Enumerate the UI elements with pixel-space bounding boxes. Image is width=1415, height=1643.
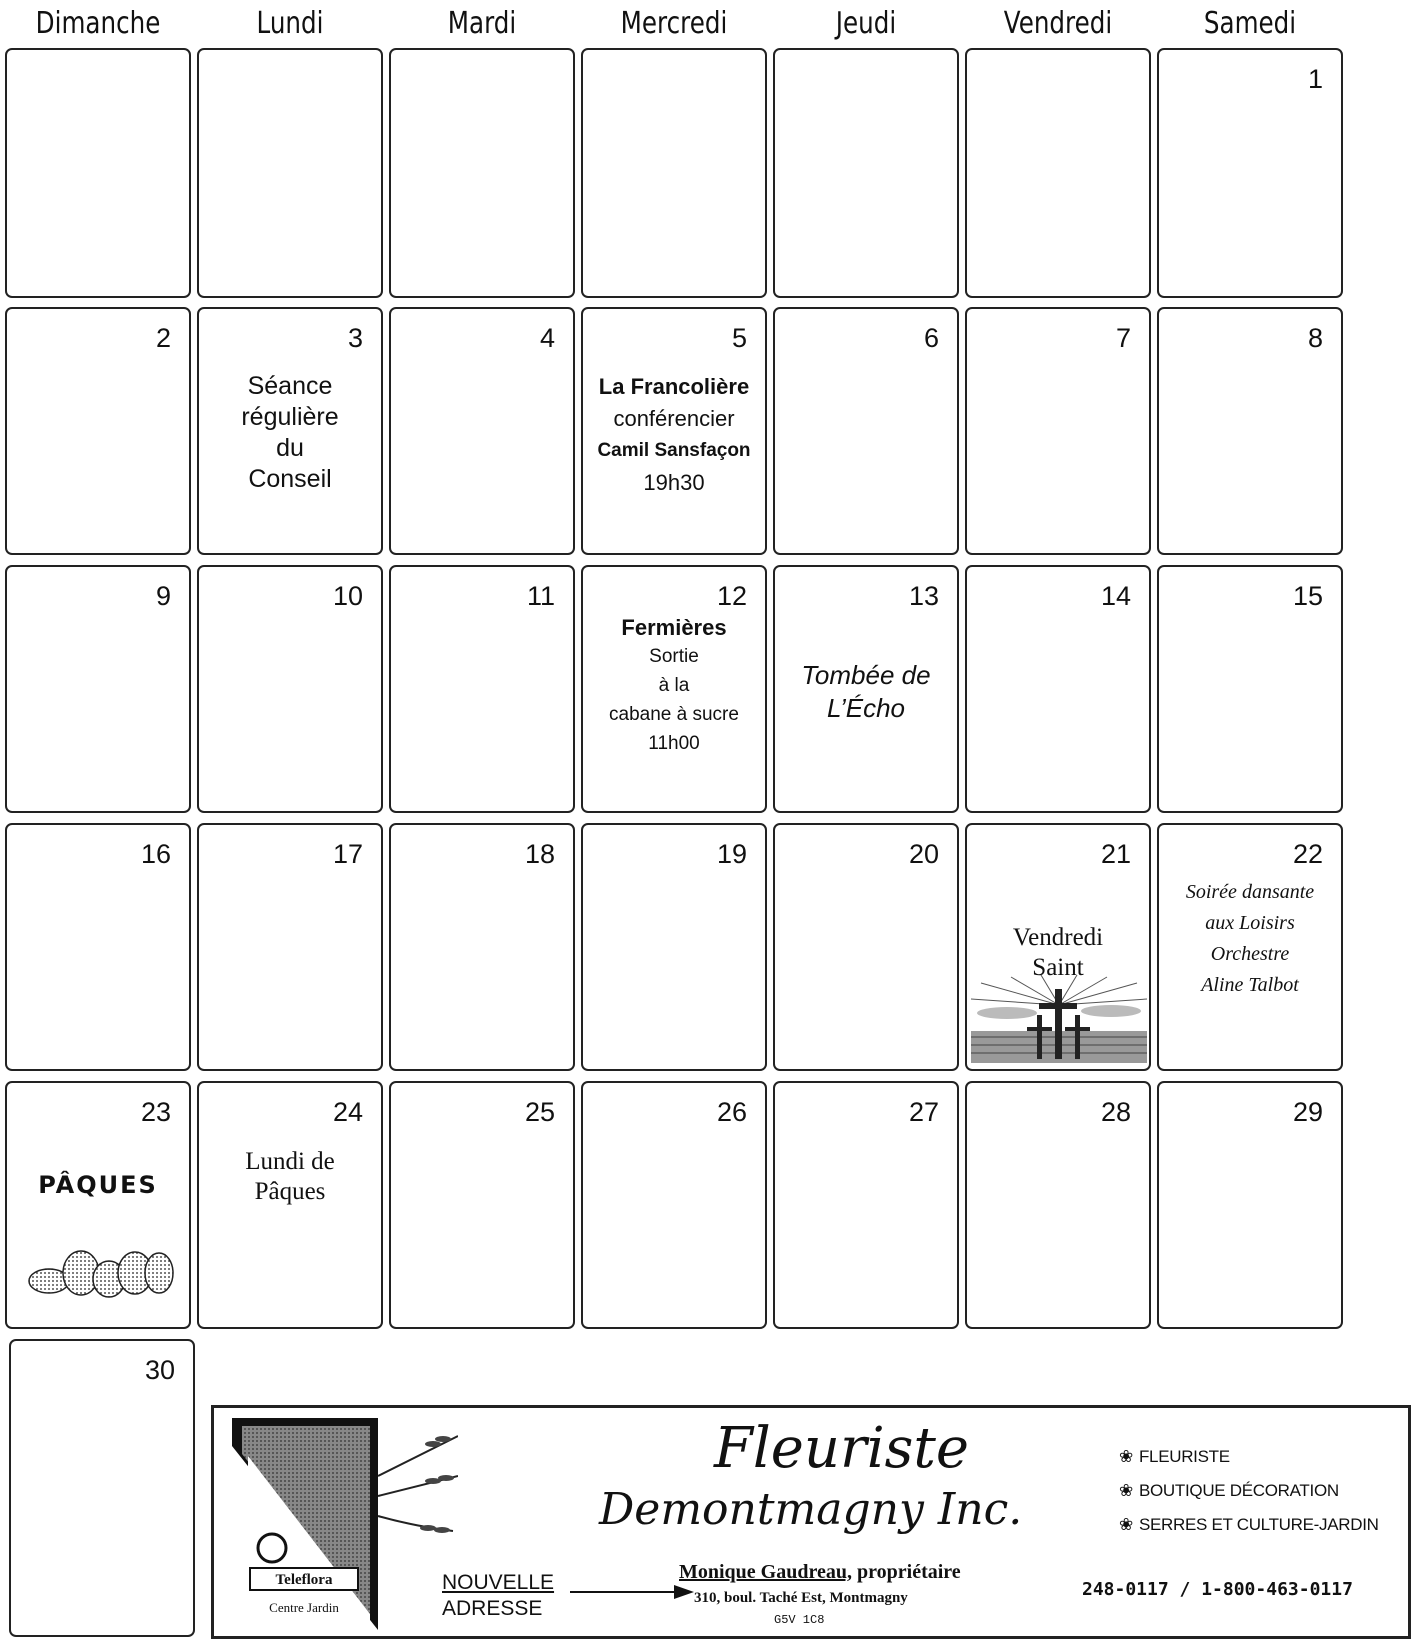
event-line: L’Écho	[826, 693, 906, 723]
event-line: Sortie	[649, 646, 699, 667]
weekday-thursday: Jeudi	[835, 6, 897, 41]
teleflora-label: Teleflora	[275, 1572, 333, 1588]
day-cell-22	[1157, 823, 1343, 1071]
day-cell-11	[389, 565, 575, 813]
day-number: 30	[144, 1355, 175, 1385]
arrow-right-icon	[570, 1584, 694, 1600]
event-paques: PÂQUES	[38, 1171, 158, 1199]
day-cell-4	[389, 307, 575, 555]
centre-jardin-label: Centre Jardin	[269, 1600, 339, 1615]
weekday-wednesday: Mercredi	[620, 6, 728, 41]
phone-numbers: 248-0117 / 1-800-463-0117	[1082, 1579, 1353, 1600]
day-cell-26	[581, 1081, 767, 1329]
empty-cell	[965, 48, 1151, 298]
day-number: 14	[1100, 581, 1131, 611]
weekday-sunday: Dimanche	[35, 6, 161, 41]
day-number: 23	[140, 1097, 171, 1127]
adresse-text: ADRESSE	[442, 1597, 543, 1620]
florist-advertisement	[211, 1405, 1411, 1639]
day-number: 27	[908, 1097, 939, 1127]
day-cell-6	[773, 307, 959, 555]
day-cell-16	[5, 823, 191, 1071]
event-title: Fermières	[621, 615, 727, 640]
empty-cell	[5, 48, 191, 298]
day-number: 5	[731, 323, 747, 353]
day-cell-29	[1157, 1081, 1343, 1329]
event-soiree-dansante	[1159, 877, 1341, 1001]
event-line: Tombée de	[801, 660, 931, 690]
weekday-saturday: Samedi	[1203, 6, 1297, 41]
day-cell-15	[1157, 565, 1343, 813]
day-number: 7	[1115, 323, 1131, 353]
day-cell-7	[965, 307, 1151, 555]
service-label: BOUTIQUE DÉCORATION	[1138, 1481, 1339, 1500]
weekday-tuesday: Mardi	[447, 6, 517, 41]
event-lundi-paques	[199, 1147, 381, 1207]
day-cell-3	[197, 307, 383, 555]
day-cell-19	[581, 823, 767, 1071]
day-number: 8	[1307, 323, 1323, 353]
day-number: 17	[332, 839, 363, 869]
empty-cell	[197, 48, 383, 298]
day-cell-9	[5, 565, 191, 813]
empty-cell	[581, 48, 767, 298]
easter-eggs-illustration	[27, 1243, 177, 1299]
florist-name-line1: Fleuriste	[714, 1416, 970, 1481]
day-number: 6	[923, 323, 939, 353]
empty-cell	[773, 48, 959, 298]
service-label: SERRES ET CULTURE-JARDIN	[1138, 1515, 1379, 1534]
postal-code: G5V 1C8	[774, 1613, 825, 1627]
day-cell-25	[389, 1081, 575, 1329]
flower-icon: ❀	[1119, 1447, 1133, 1466]
event-seance-conseil	[199, 371, 381, 495]
day-cell-17	[197, 823, 383, 1071]
day-number: 29	[1292, 1097, 1323, 1127]
event-title: La Francolière	[598, 374, 750, 399]
day-number: 26	[716, 1097, 747, 1127]
event-line: cabane à sucre	[609, 704, 739, 725]
service-item	[1119, 1474, 1379, 1508]
new-address-label	[442, 1570, 554, 1622]
florist-logo	[228, 1416, 458, 1636]
event-line: Pâques	[254, 1178, 326, 1205]
day-cell-18	[389, 823, 575, 1071]
day-cell-5	[581, 307, 767, 555]
day-cell-2	[5, 307, 191, 555]
owner-line	[679, 1561, 961, 1584]
day-number: 1	[1307, 64, 1323, 94]
day-number: 4	[539, 323, 555, 353]
day-number: 11	[526, 581, 555, 611]
event-line: à la	[658, 675, 690, 696]
service-label: FLEURISTE	[1138, 1447, 1230, 1466]
day-number: 22	[1292, 839, 1323, 869]
event-vendredi-saint	[967, 923, 1149, 983]
service-item	[1119, 1508, 1379, 1542]
day-cell-27	[773, 1081, 959, 1329]
day-cell-1	[1157, 48, 1343, 298]
day-cell-28	[965, 1081, 1151, 1329]
day-number: 13	[908, 581, 939, 611]
day-number: 9	[155, 581, 171, 611]
event-line: régulière	[241, 403, 339, 431]
day-number: 15	[1292, 581, 1323, 611]
day-cell-23	[5, 1081, 191, 1329]
event-line: Saint	[1032, 954, 1084, 981]
event-time: 11h00	[648, 733, 700, 754]
day-number: 20	[908, 839, 939, 869]
day-number: 25	[524, 1097, 555, 1127]
event-francoliere	[583, 371, 765, 499]
day-cell-24	[197, 1081, 383, 1329]
event-tombee-echo	[775, 659, 957, 725]
day-cell-30	[9, 1339, 195, 1637]
event-line: Séance	[247, 372, 333, 400]
day-number: 21	[1100, 839, 1131, 869]
nouvelle-text: NOUVELLE	[442, 1571, 555, 1594]
day-number: 12	[716, 581, 747, 611]
day-cell-20	[773, 823, 959, 1071]
flower-icon: ❀	[1119, 1481, 1133, 1500]
day-cell-12	[581, 565, 767, 813]
day-cell-8	[1157, 307, 1343, 555]
store-address: 310, boul. Taché Est, Montmagny	[694, 1590, 908, 1606]
day-cell-13	[773, 565, 959, 813]
weekday-monday: Lundi	[256, 6, 324, 41]
service-item	[1119, 1440, 1379, 1474]
services-list	[1119, 1440, 1379, 1542]
day-number: 24	[332, 1097, 363, 1127]
day-number: 19	[716, 839, 747, 869]
event-fermieres	[583, 613, 765, 758]
event-line: Vendredi	[1012, 924, 1104, 951]
event-line: Orchestre	[1210, 943, 1290, 965]
day-number: 3	[347, 323, 363, 353]
event-line: Aline Talbot	[1201, 974, 1299, 996]
event-line: aux Loisirs	[1205, 912, 1295, 934]
day-number: 16	[140, 839, 171, 869]
day-cell-14	[965, 565, 1151, 813]
day-cell-21	[965, 823, 1151, 1071]
day-number: 10	[332, 581, 363, 611]
event-line: conférencier	[613, 406, 735, 431]
event-line: Soirée dansante	[1185, 881, 1315, 903]
event-line: du	[276, 434, 304, 462]
day-number: 28	[1100, 1097, 1131, 1127]
event-time: 19h30	[643, 470, 705, 495]
owner-name: Monique Gaudreau,	[679, 1561, 852, 1583]
flower-icon: ❀	[1119, 1515, 1133, 1534]
day-number: 2	[155, 323, 171, 353]
event-line: Conseil	[248, 465, 332, 493]
day-cell-10	[197, 565, 383, 813]
owner-role: propriétaire	[857, 1561, 961, 1583]
florist-name-line2: Demontmagny Inc.	[599, 1484, 1023, 1535]
event-speaker: Camil Sansfaçon	[597, 440, 751, 461]
three-crosses-illustration	[971, 975, 1147, 1063]
day-number: 18	[524, 839, 555, 869]
event-line: Lundi de	[245, 1148, 335, 1175]
weekday-friday: Vendredi	[1003, 6, 1113, 41]
empty-cell	[389, 48, 575, 298]
